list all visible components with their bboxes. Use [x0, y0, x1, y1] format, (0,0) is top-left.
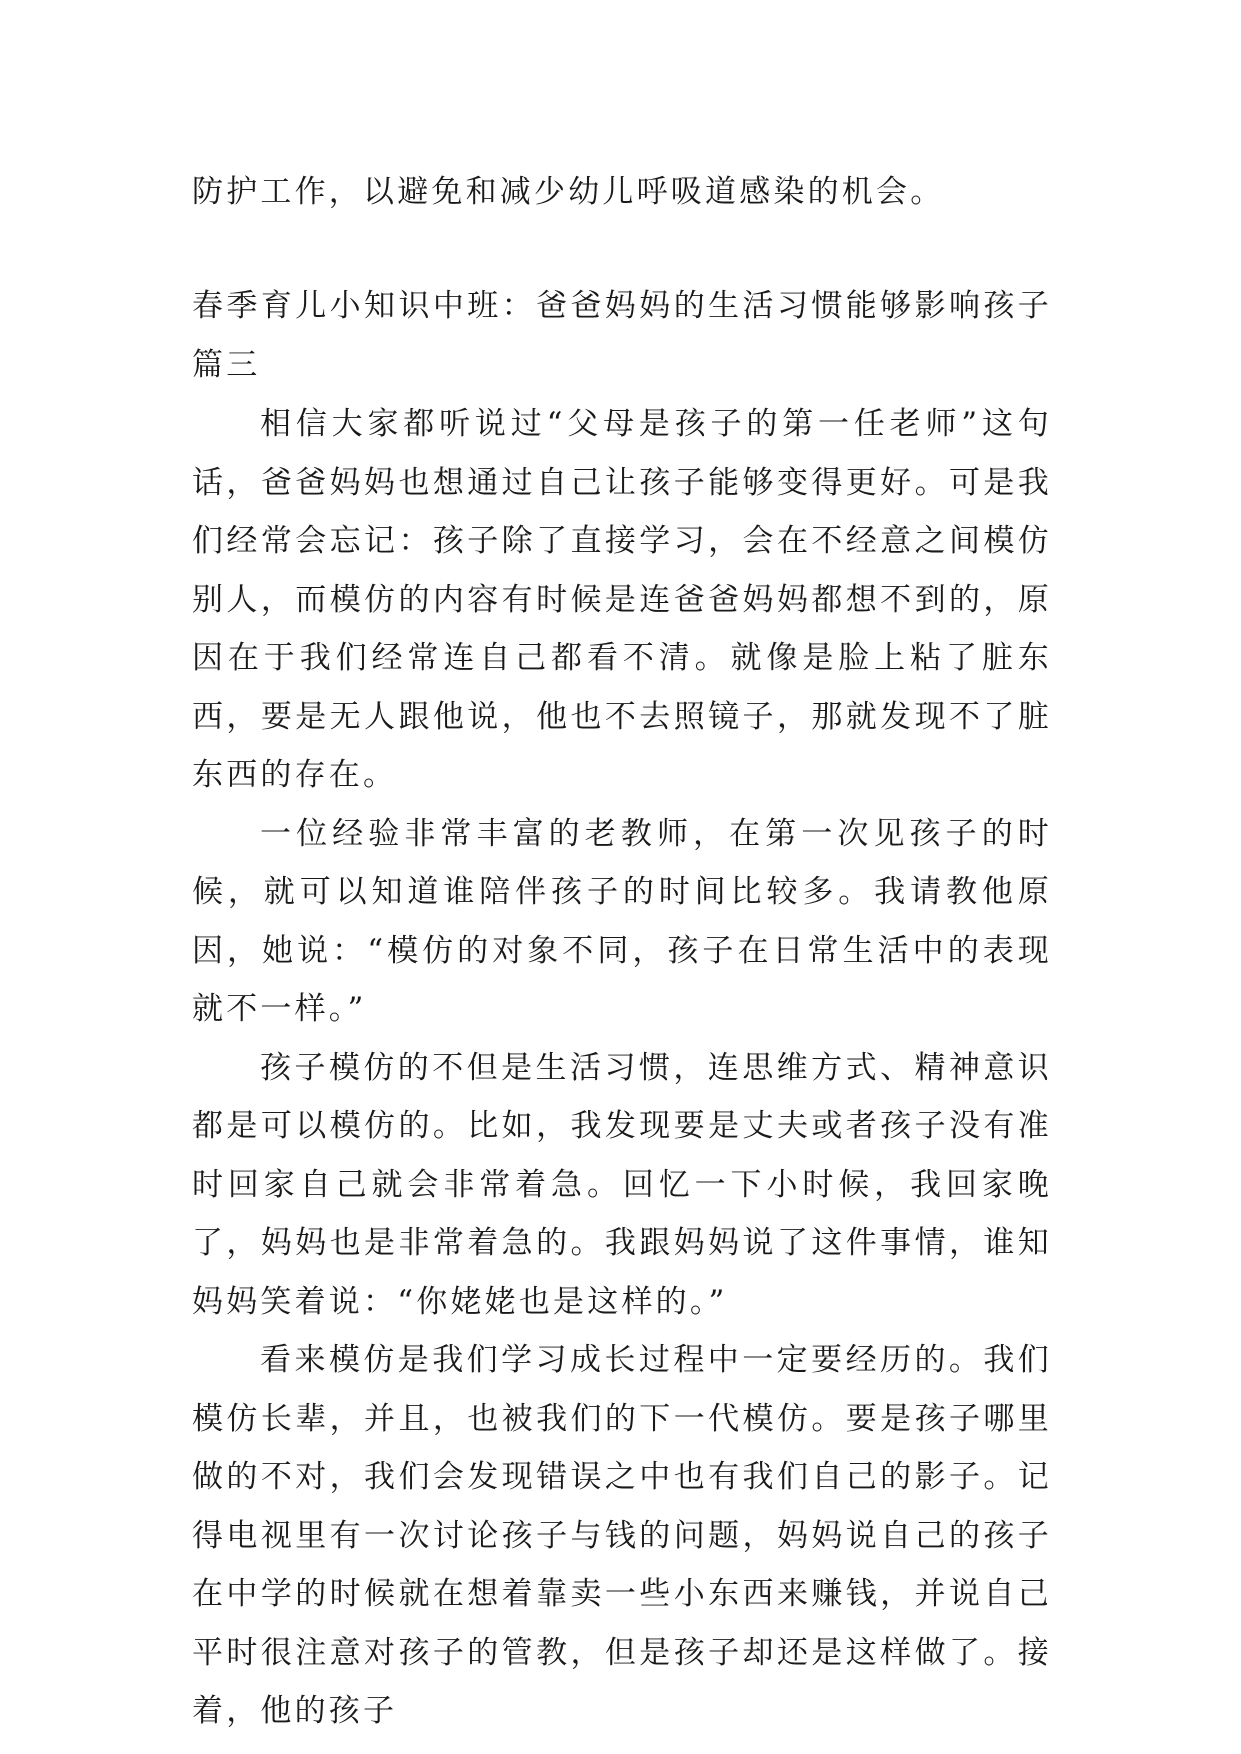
body-text-block: [192, 395, 1052, 1741]
body-paragraph-2: 一位经验非常丰富的老教师，在第一次见孩子的时候，就可以知道谁陪伴孩子的时间比较多。我请教他原因，她说：“模仿的对象不同，孩子在日常生活中的表现就不一样。”: [192, 815, 1052, 1027]
body-paragraph-1: 相信大家都听说过“父母是孩子的第一任老师”这句话，爸爸妈妈也想通过自己让孩子能够变得更好。可是我们经常会忘记：孩子除了直接学习，会在不经意之间模仿别人，而模仿的内容有时候是连爸爸妈妈都想不到的，原因在于我们经常连自己都看不清。就像是脸上粘了脏东西，要是无人跟他说，他也不去照镜子，那就发现不了脏东西的存在。: [192, 406, 1052, 793]
body-paragraph-4: 看来模仿是我们学习成长过程中一定要经历的。我们模仿长辈，并且，也被我们的下一代模仿。要是孩子哪里做的不对，我们会发现错误之中也有我们自己的影子。记得电视里有一次讨论孩子与钱的问题，妈妈说自己的孩子在中学的时候就在想着靠卖一些小东西来赚钱，并说自己平时很注意对孩子的管教，但是孩子却还是这样做了。接着，他的孩子: [192, 1342, 1052, 1729]
section-heading: 春季育儿小知识中班：爸爸妈妈的生活习惯能够影响孩子篇三: [192, 288, 1052, 383]
section-heading-block: [192, 277, 1052, 394]
continued-text-block: [192, 163, 1052, 222]
continued-paragraph: 防护工作，以避免和减少幼儿呼吸道感染的机会。: [192, 174, 945, 210]
body-paragraph-3: 孩子模仿的不但是生活习惯，连思维方式、精神意识都是可以模仿的。比如，我发现要是丈夫或者孩子没有准时回家自己就会非常着急。回忆一下小时候，我回家晚了，妈妈也是非常着急的。我跟妈妈说了这件事情，谁知妈妈笑着说：“你姥姥也是这样的。”: [192, 1049, 1052, 1320]
